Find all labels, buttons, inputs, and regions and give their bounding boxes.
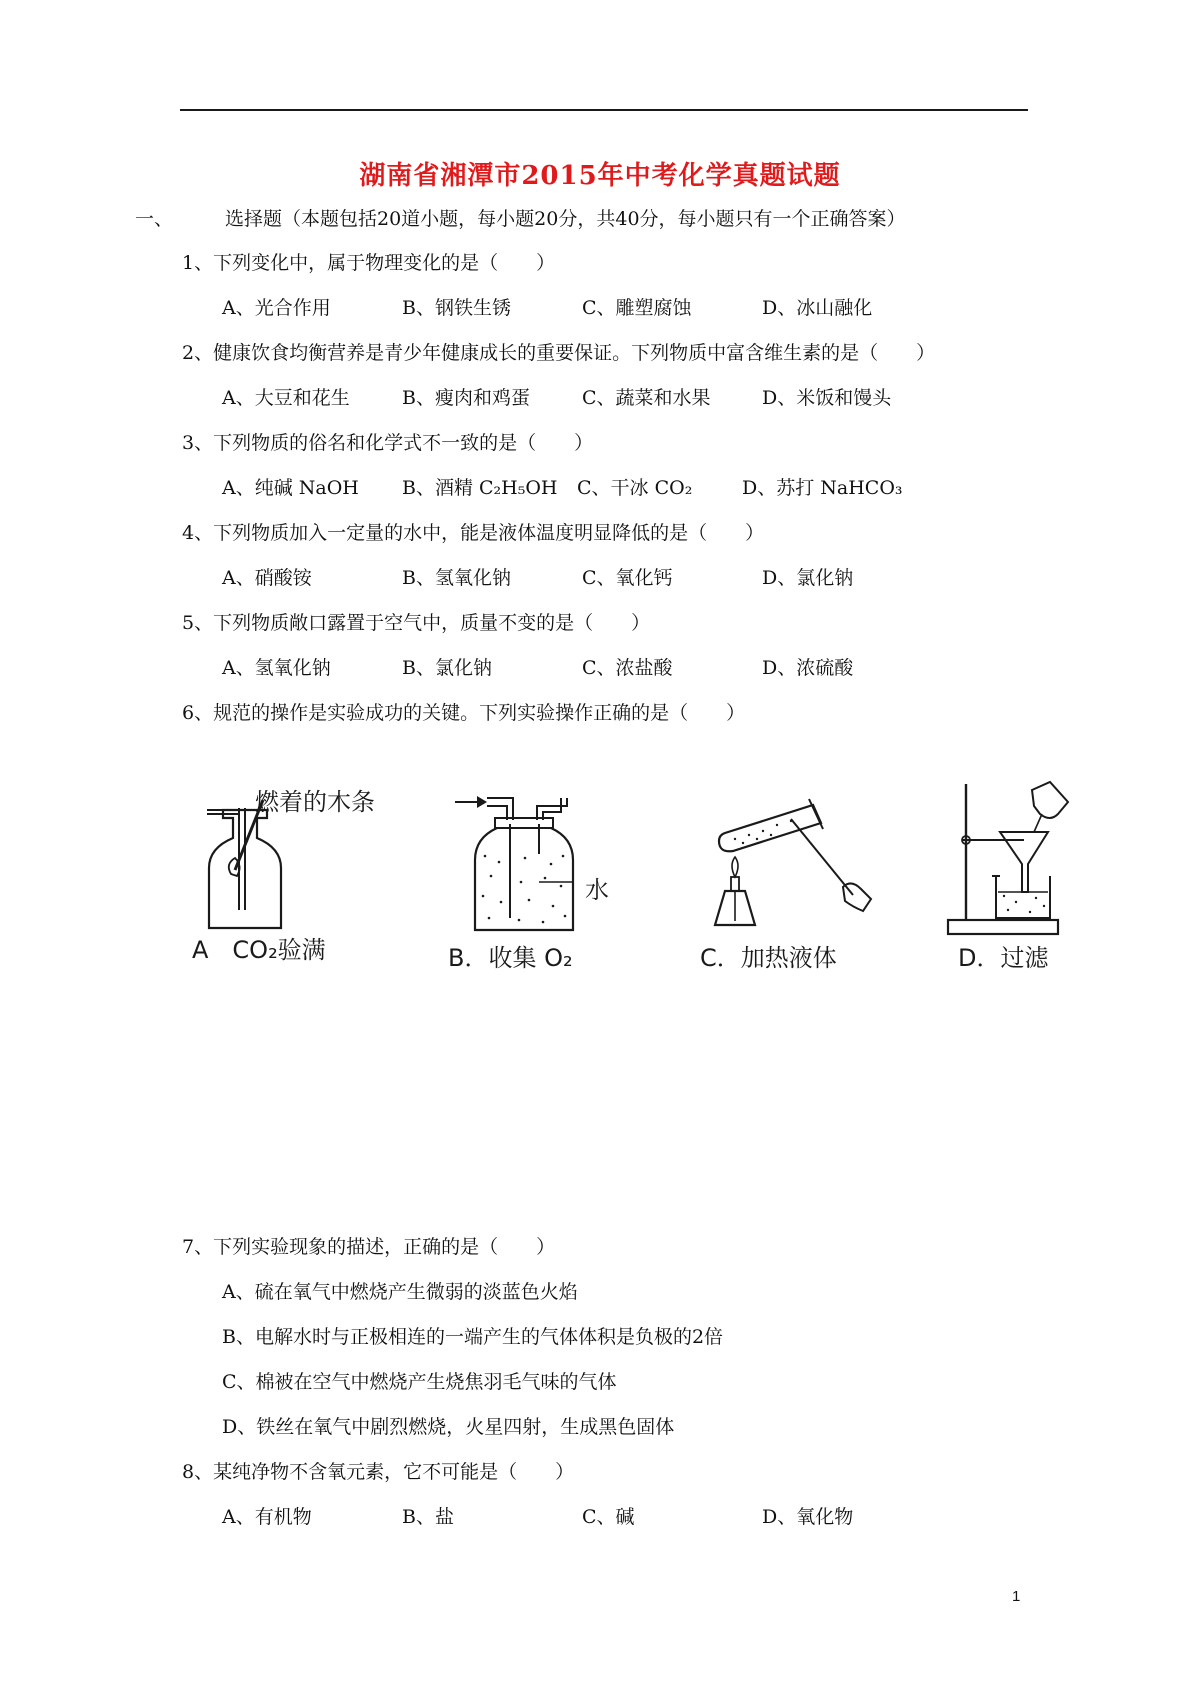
q4-option-a: A、硝酸铵 (222, 567, 312, 589)
q8-option-c: C、碱 (582, 1506, 635, 1528)
question-6-stem: 6、规范的操作是实验成功的关键。下列实验操作正确的是（ ） (182, 702, 746, 724)
q5-option-b: B、氯化钠 (402, 657, 492, 679)
q7-option-b: B、电解水时与正极相连的一端产生的气体体积是负极的2倍 (222, 1326, 724, 1348)
q5-option-d: D、浓硫酸 (762, 657, 854, 679)
question-4-stem: 4、下列物质加入一定量的水中，能是液体温度明显降低的是（ ） (182, 522, 765, 544)
q3-option-c: C、干冰 CO₂ (577, 477, 693, 499)
question-8-stem: 8、某纯净物不含氧元素，它不可能是（ ） (182, 1461, 575, 1483)
question-5-stem: 5、下列物质敞口露置于空气中，质量不变的是（ ） (182, 612, 651, 634)
q7-option-c: C、棉被在空气中燃烧产生烧焦羽毛气味的气体 (222, 1371, 617, 1393)
q4-option-c: C、氧化钙 (582, 567, 673, 589)
section-number: 一、 (135, 208, 174, 230)
figure-b-annotation: 水 (585, 876, 609, 904)
q5-option-c: C、浓盐酸 (582, 657, 673, 679)
q3-option-b: B、酒精 C₂H₅OH (402, 477, 558, 499)
q3-option-a: A、纯碱 NaOH (222, 477, 359, 499)
q7-option-d: D、铁丝在氧气中剧烈燃烧，火星四射，生成黑色固体 (222, 1416, 675, 1438)
q2-option-c: C、蔬菜和水果 (582, 387, 711, 409)
figure-d-filtration (940, 780, 1090, 945)
question-1-stem: 1、下列变化中，属于物理变化的是（ ） (182, 252, 556, 274)
question-2-stem: 2、健康饮食均衡营养是青少年健康成长的重要保证。下列物质中富含维生素的是（ ） (182, 342, 936, 364)
q4-option-b: B、氢氧化钠 (402, 567, 511, 589)
q1-option-d: D、冰山融化 (762, 297, 873, 319)
q1-option-a: A、光合作用 (222, 297, 331, 319)
figure-b-gas-collection (455, 790, 625, 940)
figure-a-annotation: 燃着的木条 (255, 788, 375, 816)
q8-option-a: A、有机物 (222, 1506, 312, 1528)
figure-c-label: C．加热液体 (700, 944, 837, 972)
figure-c-heating-liquid (695, 785, 875, 945)
q8-option-d: D、氧化物 (762, 1506, 854, 1528)
q7-option-a: A、硫在氧气中燃烧产生微弱的淡蓝色火焰 (222, 1281, 578, 1303)
figure-b-label: B．收集 O₂ (448, 944, 573, 972)
question-3-stem: 3、下列物质的俗名和化学式不一致的是（ ） (182, 432, 594, 454)
header-rule (180, 109, 1028, 111)
q2-option-a: A、大豆和花生 (222, 387, 350, 409)
q2-option-b: B、瘦肉和鸡蛋 (402, 387, 530, 409)
q1-option-c: C、雕塑腐蚀 (582, 297, 692, 319)
q8-option-b: B、盐 (402, 1506, 454, 1528)
page-number: 1 (1012, 1588, 1021, 1605)
q3-option-d: D、苏打 NaHCO₃ (742, 477, 903, 499)
page-title: 湖南省湘潭市2015年中考化学真题试题 (359, 161, 841, 191)
section-heading: 选择题（本题包括20道小题，每小题20分，共40分，每小题只有一个正确答案） (225, 208, 906, 230)
q1-option-b: B、钢铁生锈 (402, 297, 511, 319)
q2-option-d: D、米饭和馒头 (762, 387, 892, 409)
figure-d-label: D．过滤 (958, 944, 1049, 972)
question-7-stem: 7、下列实验现象的描述，正确的是（ ） (182, 1236, 556, 1258)
figure-a-label: A CO₂验满 (192, 936, 326, 964)
q5-option-a: A、氢氧化钠 (222, 657, 331, 679)
q4-option-d: D、氯化钠 (762, 567, 854, 589)
